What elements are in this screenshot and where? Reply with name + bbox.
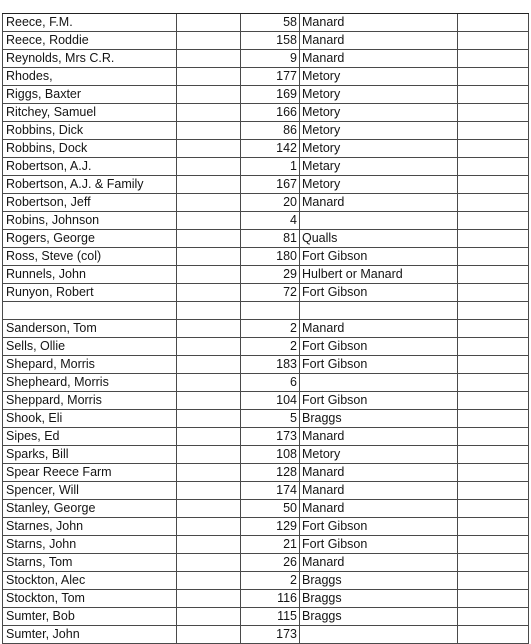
number-cell: 173 <box>241 626 300 643</box>
place-cell <box>300 302 458 319</box>
blank-cell <box>177 230 241 247</box>
name-cell: Sipes, Ed <box>2 428 177 445</box>
place-cell: Fort Gibson <box>300 392 458 409</box>
name-cell: Starnes, John <box>2 518 177 535</box>
name-cell: Robins, Johnson <box>2 212 177 229</box>
table-row <box>2 392 529 410</box>
table-row <box>2 572 529 590</box>
blank-cell <box>177 302 241 319</box>
place-cell: Metory <box>300 104 458 121</box>
table-row <box>2 320 529 338</box>
name-cell: Sells, Ollie <box>2 338 177 355</box>
blank-cell <box>177 176 241 193</box>
table-row <box>2 32 529 50</box>
blank-cell <box>177 590 241 607</box>
blank-cell <box>458 482 529 499</box>
place-cell: Manard <box>300 194 458 211</box>
blank-cell <box>177 626 241 643</box>
name-cell: Sumter, John <box>2 626 177 643</box>
name-cell: Spear Reece Farm <box>2 464 177 481</box>
blank-cell <box>458 86 529 103</box>
blank-cell <box>458 14 529 31</box>
name-cell: Sumter, Bob <box>2 608 177 625</box>
place-cell: Hulbert or Manard <box>300 266 458 283</box>
place-cell: Metary <box>300 158 458 175</box>
table-row <box>2 356 529 374</box>
number-cell: 158 <box>241 32 300 49</box>
place-cell: Braggs <box>300 608 458 625</box>
blank-cell <box>458 608 529 625</box>
place-cell: Fort Gibson <box>300 284 458 301</box>
name-cell: Reece, F.M. <box>2 14 177 31</box>
blank-cell <box>458 338 529 355</box>
table-row <box>2 104 529 122</box>
place-cell: Manard <box>300 320 458 337</box>
blank-cell <box>177 68 241 85</box>
place-cell: Braggs <box>300 590 458 607</box>
number-cell: 115 <box>241 608 300 625</box>
number-cell: 6 <box>241 374 300 391</box>
table-row <box>2 122 529 140</box>
place-cell: Metory <box>300 86 458 103</box>
table-row <box>2 50 529 68</box>
table-row <box>2 446 529 464</box>
table-row <box>2 176 529 194</box>
place-cell: Metory <box>300 68 458 85</box>
number-cell: 167 <box>241 176 300 193</box>
place-cell: Metory <box>300 122 458 139</box>
number-cell: 2 <box>241 338 300 355</box>
number-cell: 81 <box>241 230 300 247</box>
name-cell: Runyon, Robert <box>2 284 177 301</box>
place-cell: Metory <box>300 446 458 463</box>
blank-cell <box>458 32 529 49</box>
table-row <box>2 248 529 266</box>
place-cell: Fort Gibson <box>300 356 458 373</box>
table-row <box>2 554 529 572</box>
table-row <box>2 374 529 392</box>
table-row <box>2 536 529 554</box>
blank-cell <box>458 536 529 553</box>
blank-cell <box>177 554 241 571</box>
place-cell: Manard <box>300 464 458 481</box>
blank-cell <box>458 122 529 139</box>
number-cell: 29 <box>241 266 300 283</box>
table-row <box>2 482 529 500</box>
number-cell: 21 <box>241 536 300 553</box>
table-row <box>2 338 529 356</box>
number-cell: 104 <box>241 392 300 409</box>
place-cell: Metory <box>300 176 458 193</box>
ledger-rows <box>2 14 529 644</box>
place-cell: Manard <box>300 32 458 49</box>
number-cell: 128 <box>241 464 300 481</box>
name-cell: Stockton, Tom <box>2 590 177 607</box>
table-row <box>2 608 529 626</box>
blank-cell <box>177 482 241 499</box>
number-cell: 50 <box>241 500 300 517</box>
number-cell: 173 <box>241 428 300 445</box>
blank-cell <box>177 212 241 229</box>
number-cell: 166 <box>241 104 300 121</box>
number-cell: 177 <box>241 68 300 85</box>
blank-cell <box>177 158 241 175</box>
table-row <box>2 626 529 644</box>
blank-cell <box>177 464 241 481</box>
place-cell <box>300 212 458 229</box>
place-cell: Manard <box>300 14 458 31</box>
blank-cell <box>458 410 529 427</box>
blank-cell <box>458 68 529 85</box>
blank-cell <box>458 320 529 337</box>
place-cell: Braggs <box>300 410 458 427</box>
blank-cell <box>458 302 529 319</box>
table-row <box>2 68 529 86</box>
name-cell: Shook, Eli <box>2 410 177 427</box>
blank-cell <box>458 626 529 643</box>
blank-cell <box>458 356 529 373</box>
blank-cell <box>458 554 529 571</box>
blank-cell <box>177 356 241 373</box>
number-cell: 58 <box>241 14 300 31</box>
blank-cell <box>458 212 529 229</box>
name-cell: Reynolds, Mrs C.R. <box>2 50 177 67</box>
number-cell: 72 <box>241 284 300 301</box>
table-row <box>2 86 529 104</box>
name-cell: Ross, Steve (col) <box>2 248 177 265</box>
blank-cell <box>177 50 241 67</box>
blank-cell <box>177 500 241 517</box>
table-row <box>2 518 529 536</box>
name-cell: Sparks, Bill <box>2 446 177 463</box>
place-cell <box>300 374 458 391</box>
blank-cell <box>458 266 529 283</box>
blank-cell <box>177 32 241 49</box>
number-cell: 183 <box>241 356 300 373</box>
number-cell <box>241 302 300 319</box>
name-cell: Stockton, Alec <box>2 572 177 589</box>
blank-cell <box>177 266 241 283</box>
blank-cell <box>177 518 241 535</box>
blank-cell <box>458 572 529 589</box>
blank-cell <box>177 248 241 265</box>
blank-cell <box>177 194 241 211</box>
number-cell: 9 <box>241 50 300 67</box>
place-cell: Metory <box>300 140 458 157</box>
name-cell: Rhodes, <box>2 68 177 85</box>
name-cell <box>2 302 177 319</box>
blank-cell <box>177 284 241 301</box>
number-cell: 26 <box>241 554 300 571</box>
number-cell: 169 <box>241 86 300 103</box>
table-row <box>2 428 529 446</box>
place-cell: Manard <box>300 482 458 499</box>
blank-cell <box>458 518 529 535</box>
number-cell: 5 <box>241 410 300 427</box>
name-cell: Starns, John <box>2 536 177 553</box>
number-cell: 86 <box>241 122 300 139</box>
number-cell: 2 <box>241 320 300 337</box>
place-cell: Fort Gibson <box>300 338 458 355</box>
table-row <box>2 464 529 482</box>
table-row <box>2 302 529 320</box>
number-cell: 2 <box>241 572 300 589</box>
table-row <box>2 266 529 284</box>
number-cell: 1 <box>241 158 300 175</box>
number-cell: 174 <box>241 482 300 499</box>
blank-cell <box>458 158 529 175</box>
name-cell: Shepard, Morris <box>2 356 177 373</box>
blank-cell <box>458 194 529 211</box>
name-cell: Robbins, Dock <box>2 140 177 157</box>
place-cell: Fort Gibson <box>300 518 458 535</box>
name-cell: Runnels, John <box>2 266 177 283</box>
blank-cell <box>458 590 529 607</box>
name-cell: Robertson, Jeff <box>2 194 177 211</box>
name-cell: Spencer, Will <box>2 482 177 499</box>
place-cell: Braggs <box>300 572 458 589</box>
table-row <box>2 14 529 32</box>
ledger-table <box>2 13 529 644</box>
table-row <box>2 590 529 608</box>
table-row <box>2 500 529 518</box>
blank-cell <box>458 248 529 265</box>
table-row <box>2 212 529 230</box>
place-cell: Manard <box>300 500 458 517</box>
blank-cell <box>458 176 529 193</box>
name-cell: Robbins, Dick <box>2 122 177 139</box>
blank-cell <box>458 230 529 247</box>
name-cell: Robertson, A.J. & Family <box>2 176 177 193</box>
blank-cell <box>177 374 241 391</box>
table-row <box>2 230 529 248</box>
name-cell: Starns, Tom <box>2 554 177 571</box>
blank-cell <box>458 374 529 391</box>
blank-cell <box>177 140 241 157</box>
place-cell: Fort Gibson <box>300 536 458 553</box>
blank-cell <box>177 338 241 355</box>
blank-cell <box>177 104 241 121</box>
place-cell: Manard <box>300 50 458 67</box>
table-row <box>2 140 529 158</box>
place-cell: Fort Gibson <box>300 248 458 265</box>
name-cell: Riggs, Baxter <box>2 86 177 103</box>
blank-cell <box>458 392 529 409</box>
name-cell: Ritchey, Samuel <box>2 104 177 121</box>
blank-cell <box>458 104 529 121</box>
place-cell <box>300 626 458 643</box>
blank-cell <box>458 284 529 301</box>
table-row <box>2 194 529 212</box>
blank-cell <box>177 410 241 427</box>
blank-cell <box>177 428 241 445</box>
place-cell: Manard <box>300 554 458 571</box>
blank-cell <box>177 122 241 139</box>
name-cell: Rogers, George <box>2 230 177 247</box>
name-cell: Reece, Roddie <box>2 32 177 49</box>
number-cell: 108 <box>241 446 300 463</box>
place-cell: Qualls <box>300 230 458 247</box>
name-cell: Sheppard, Morris <box>2 392 177 409</box>
number-cell: 129 <box>241 518 300 535</box>
blank-cell <box>458 140 529 157</box>
table-row <box>2 284 529 302</box>
blank-cell <box>177 446 241 463</box>
table-row <box>2 410 529 428</box>
name-cell: Robertson, A.J. <box>2 158 177 175</box>
name-cell: Shepheard, Morris <box>2 374 177 391</box>
blank-cell <box>458 446 529 463</box>
number-cell: 4 <box>241 212 300 229</box>
blank-cell <box>177 536 241 553</box>
blank-cell <box>177 608 241 625</box>
number-cell: 20 <box>241 194 300 211</box>
blank-cell <box>177 572 241 589</box>
blank-cell <box>458 50 529 67</box>
blank-cell <box>458 428 529 445</box>
blank-cell <box>458 500 529 517</box>
place-cell: Manard <box>300 428 458 445</box>
blank-cell <box>177 14 241 31</box>
name-cell: Sanderson, Tom <box>2 320 177 337</box>
number-cell: 142 <box>241 140 300 157</box>
number-cell: 180 <box>241 248 300 265</box>
number-cell: 116 <box>241 590 300 607</box>
blank-cell <box>177 320 241 337</box>
blank-cell <box>458 464 529 481</box>
name-cell: Stanley, George <box>2 500 177 517</box>
blank-cell <box>177 86 241 103</box>
table-row <box>2 158 529 176</box>
blank-cell <box>177 392 241 409</box>
